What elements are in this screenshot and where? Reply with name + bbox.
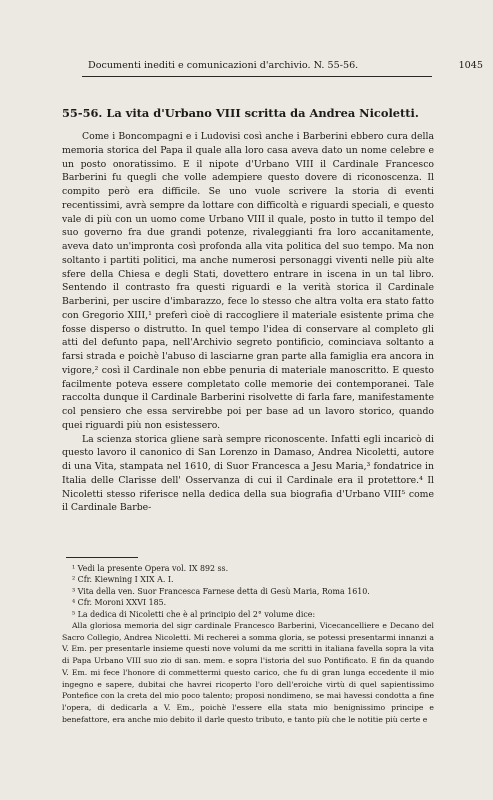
footnote: ¹ Vedi la presente Opera vol. IX 892 ss. (72, 564, 229, 573)
running-header (88, 60, 483, 71)
running-title: Documenti inediti e comunicazioni d'archivio. N. 55-56. (88, 60, 359, 71)
main-text (62, 130, 434, 515)
page-number: 1045 (458, 60, 483, 71)
footnote-quote: Alla gloriosa memoria del sigr cardinale Francesco Barberini, Vicecancelliere e Decano del Sacro Collegio, Andrea Nicoletti. Mi recherei a somma gloria, se potessi presentarmi innanzi a V. Em. per presentarle insieme questi nove volumi da me scritti in italiana favella sopra la vita di Papa Urbano VIII suo zio di san. mem. e sopra l'istoria del suo Pontificato. E fin da quando V. Em. mi fece l'honore di commettermi questo carico, che fu di gran lunga eccedente il mio ingegno e sapere, dubitai che havrei ricoperto l'oro dell'eroiche virtù di quel sapientissimo Pontefice con la creta del mio poco talento; proposi nondimeno, se mai havessi condotta a fine l'opera, di dedicarla a V. Em., poichè l'essere ella stata mio benignissimo principe e benefattore, era anche mio debito il darle questo tributo, e tanto più che le notitie più certe e (62, 621, 434, 724)
footnote-separator (66, 557, 138, 558)
footnotes (62, 563, 434, 725)
footnote: ² Cfr. Kiewning I XIX A. I. (72, 575, 174, 585)
paragraph: Come i Boncompagni e i Ludovisi così anche i Barberini ebbero cura della memoria storica del Papa il quale alla loro casa aveva dato un nome celebre e un posto onoratissimo. E il nipote d'Urbano VIII il Cardinale Francesco Barberini fu quegli che volle adempiere questo dovere di riconoscenza. Il compito però era difficile. Se uno vuole scrivere la storia di eventi recentissimi, avrà sempre da lottare con difficoltà e riguardi speciali, e questo vale di più con un uomo come Urbano VIII il quale, posto in tutto il tempo del suo governo fra due grandi potenze, rivaleggianti fra loro accanitamente, aveva dato un'impronta così profonda alla vita politica del suo tempo. Ma non soltanto i partiti politici, ma anche numerosi personaggi viventi nelle più alte sfere della Chiesa e degli Stati, dovettero entrare in iscena in un tal libro. Sentendo il contrasto fra questi riguardi e la verità storica il Cardinale Barberini, per uscire d'imbarazzo, fece lo stesso che altra volta era stato fatto con Gregorio XIII,¹ preferì cioè di raccogliere il materiale esistente prima che fosse disperso o distrutto. In quel tempo l'idea di conservare al completo gli atti del defunto papa, nell'Archivio segreto pontificio, cominciava soltanto a farsi strada e poichè l'abuso di lasciarne gran parte alla famiglia era ancora in vigore,² così il Cardinale non ebbe penuria di materiale manoscritto. E questo facilmente poteva essere completato colle memorie dei contemporanei. Tale raccolta dunque il Cardinale Barberini risolvette di farla fare, manifestamente col pensiero che essa servirebbe poi per base ad un lavoro storico, quando quei riguardi più non esistessero. (62, 131, 434, 431)
header-rule (82, 76, 432, 77)
footnote: ⁵ La dedica di Nicoletti che è al principio del 2° volume dice: (72, 609, 316, 619)
paragraph: La scienza storica gliene sarà sempre riconoscente. Infatti egli incaricò di questo lavoro il canonico di San Lorenzo in Damaso, Andrea Nicoletti, autore di una Vita, stampata nel 1610, di Suor Francesca a Jesu Maria,³ fondatrice in Italia delle Clarisse dell' Osservanza di cui il Cardinale era il protettore.⁴ Il Nicoletti stesso riferisce nella dedica della sua biografia d'Urbano VIII⁵ come il Cardinale Barbe- (62, 433, 434, 514)
footnote: ⁴ Cfr. Moroni XXVI 185. (72, 598, 167, 608)
section-title: 55-56. La vita d'Urbano VIII scritta da Andrea Nicoletti. (62, 106, 419, 120)
footnote: ³ Vita della ven. Suor Francesca Farnese detta di Gesù Maria, Roma 1610. (72, 586, 370, 596)
